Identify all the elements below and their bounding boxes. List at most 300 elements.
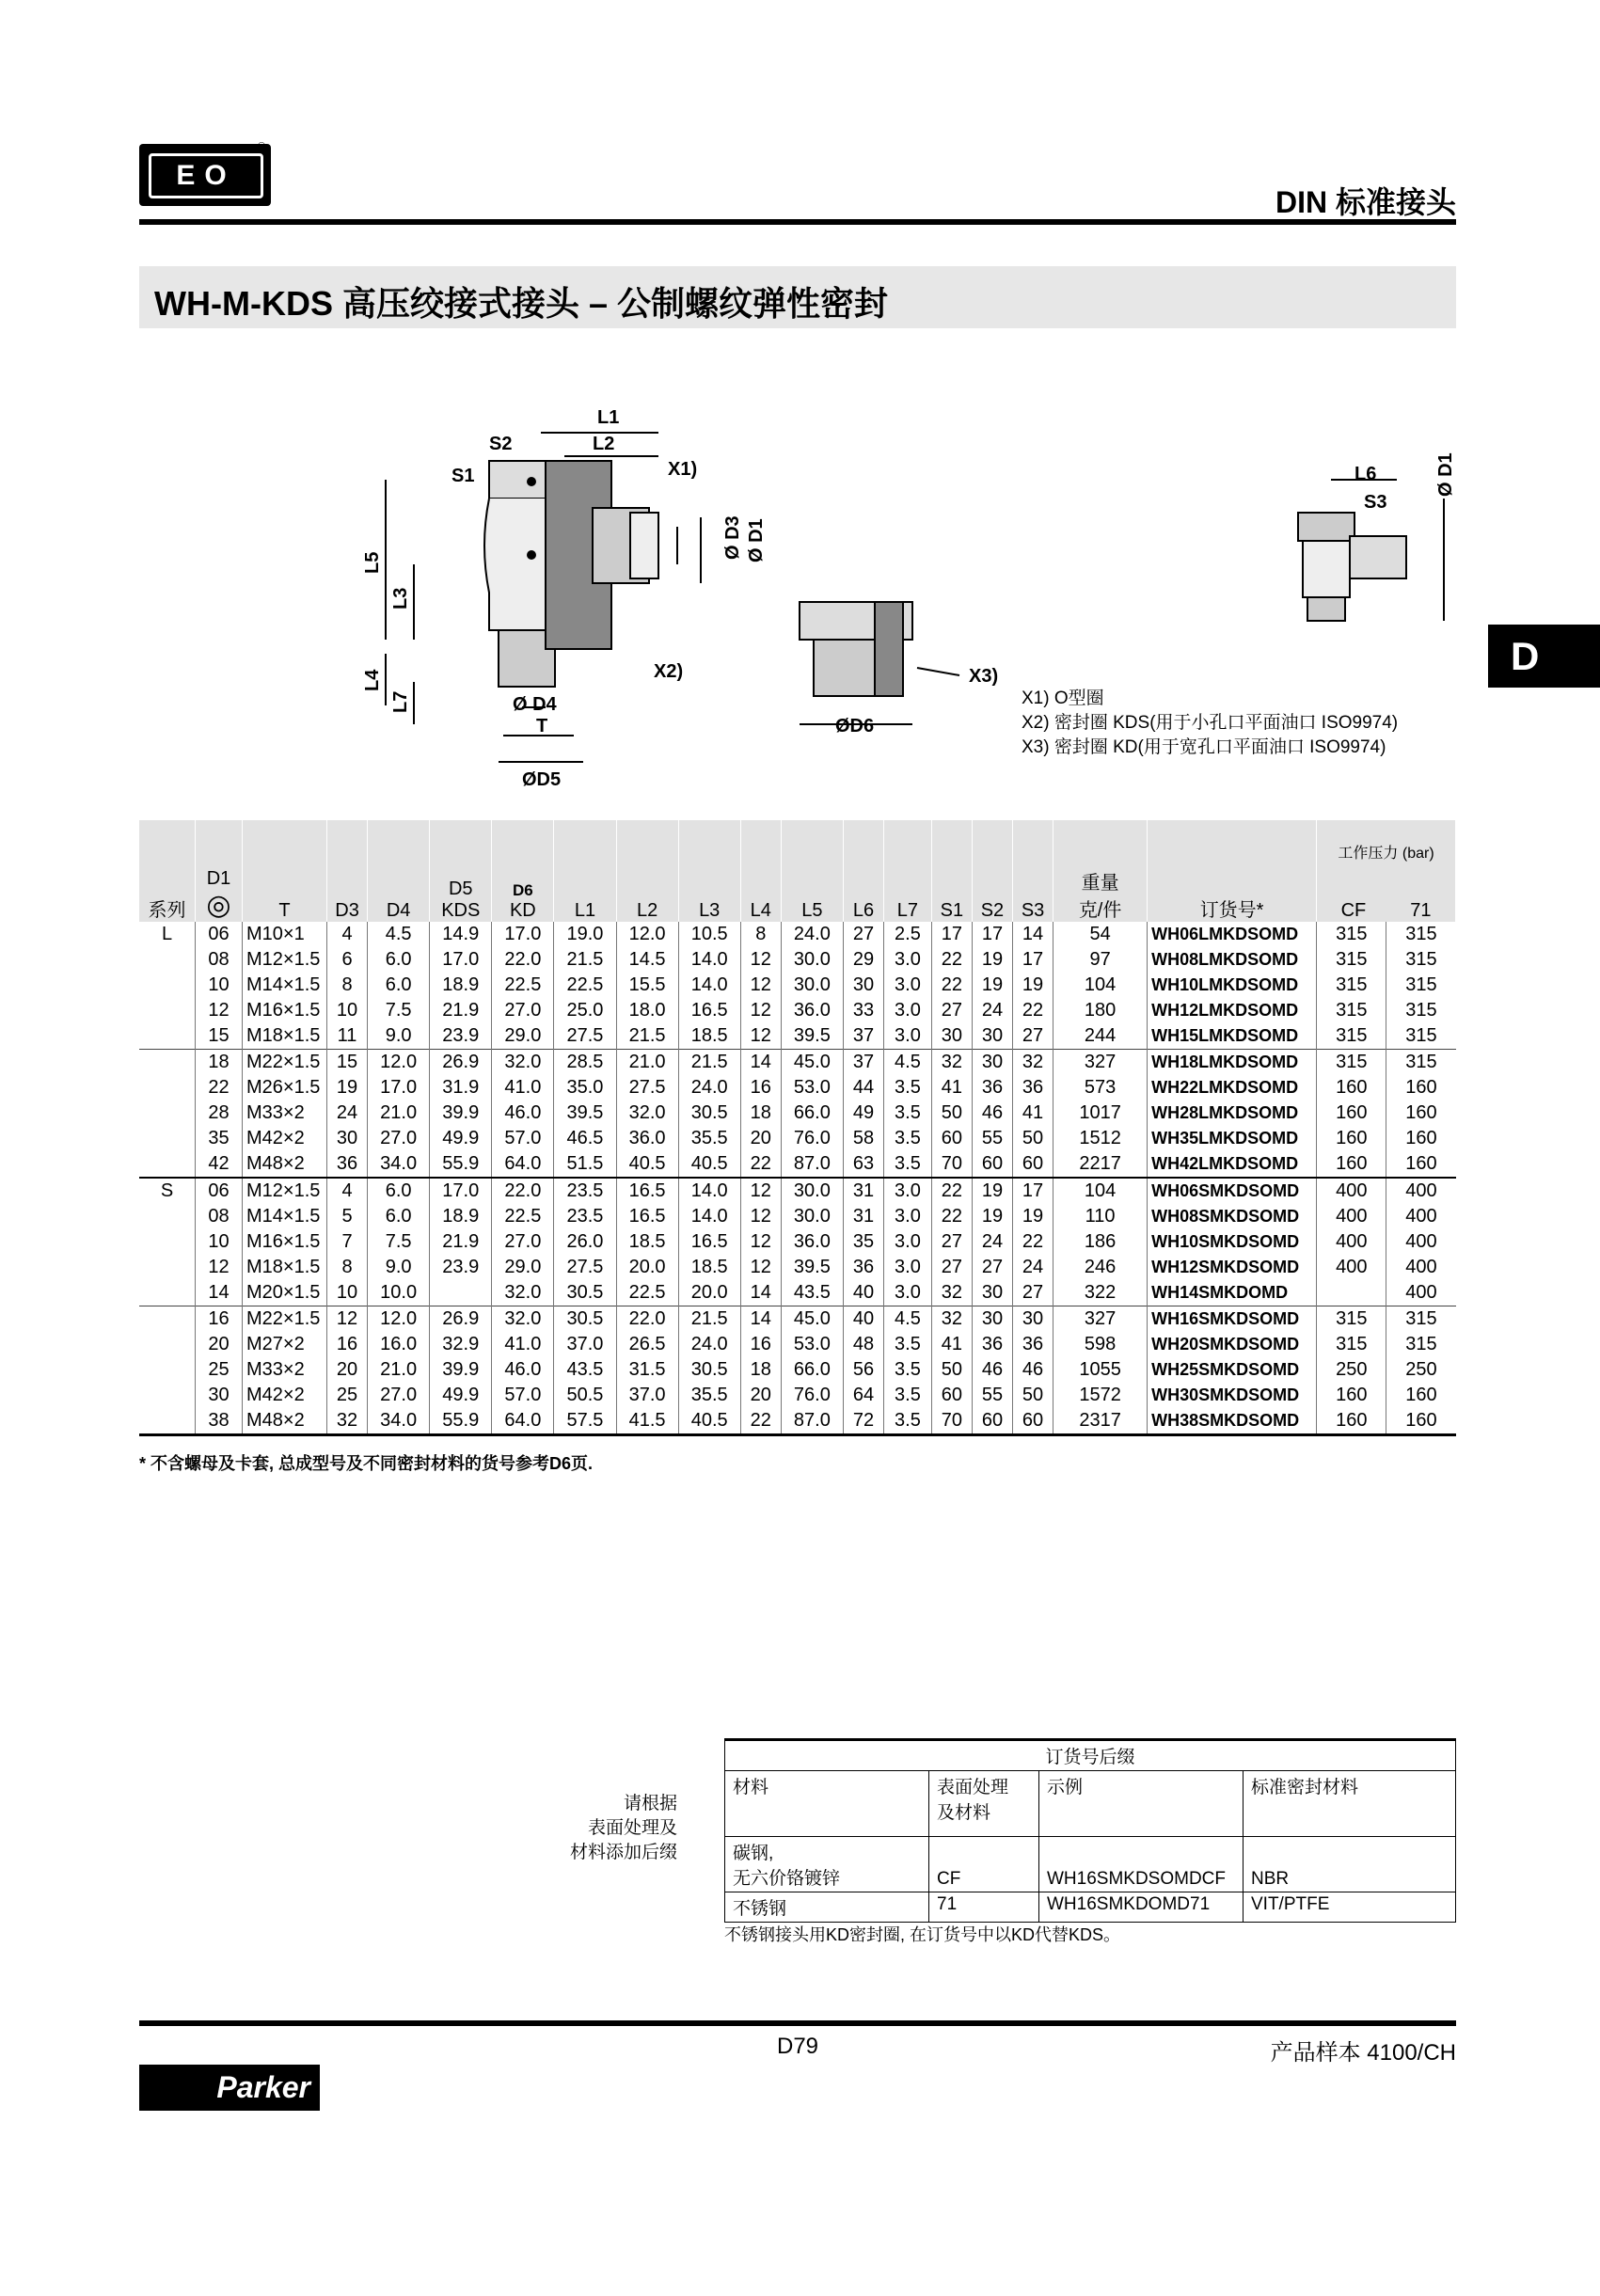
- table-cell: 110: [1053, 1204, 1148, 1229]
- table-cell: 315: [1317, 947, 1386, 973]
- table-cell: 18.5: [678, 1023, 740, 1050]
- suffix-h-material: 材料: [725, 1771, 929, 1837]
- svg-text:L4: L4: [362, 669, 383, 691]
- suffix-cell: CF: [929, 1837, 1039, 1892]
- table-row: [139, 1050, 1456, 1076]
- svg-text:Ø D1: Ø D1: [746, 518, 767, 562]
- table-cell: 33: [843, 998, 883, 1023]
- table-cell: 14.0: [678, 1178, 740, 1204]
- table-cell: 15: [327, 1050, 368, 1076]
- table-cell: 27: [972, 1255, 1012, 1280]
- table-cell: [139, 1229, 196, 1255]
- table-cell: 35.0: [554, 1075, 616, 1100]
- table-cell: 35.5: [678, 1126, 740, 1151]
- table-cell: M14×1.5: [243, 973, 327, 998]
- table-cell: 104: [1053, 1178, 1148, 1204]
- table-cell: 315: [1386, 998, 1456, 1023]
- table-cell: 3.0: [884, 1280, 932, 1306]
- svg-text:L6: L6: [1354, 464, 1377, 484]
- table-cell: M22×1.5: [243, 1050, 327, 1076]
- table-cell: 12.0: [616, 922, 678, 947]
- table-cell: 400: [1386, 1255, 1456, 1280]
- table-row: [139, 922, 1456, 947]
- table-cell: 87.0: [781, 1408, 843, 1435]
- table-cell: 315: [1317, 922, 1386, 947]
- table-cell: 18.9: [430, 973, 492, 998]
- table-row: [139, 947, 1456, 973]
- table-cell: 36: [843, 1255, 883, 1280]
- table-cell: 160: [1386, 1075, 1456, 1100]
- table-cell: 16.0: [368, 1332, 430, 1357]
- table-cell: 46: [972, 1100, 1012, 1126]
- table-cell: 315: [1386, 973, 1456, 998]
- table-cell: 27.0: [492, 1229, 554, 1255]
- table-cell: 32: [931, 1050, 972, 1076]
- table-row: [139, 1280, 1456, 1306]
- table-cell: M20×1.5: [243, 1280, 327, 1306]
- table-cell: 315: [1386, 1050, 1456, 1076]
- table-cell: 45.0: [781, 1306, 843, 1333]
- page-title: WH-M-KDS 高压绞接式接头 – 公制螺纹弹性密封: [154, 284, 888, 323]
- table-cell: 12: [327, 1306, 368, 1333]
- table-cell: [139, 1383, 196, 1408]
- table-cell: [139, 973, 196, 998]
- table-cell: 50: [931, 1100, 972, 1126]
- table-cell: 10.5: [678, 922, 740, 947]
- col-d4: D4: [368, 820, 430, 922]
- table-row: [139, 1204, 1456, 1229]
- table-cell: 30: [1013, 1306, 1053, 1333]
- table-cell: WH42LMKDSOMD: [1148, 1151, 1317, 1178]
- table-cell: 37.0: [554, 1332, 616, 1357]
- table-cell: 22: [1013, 1229, 1053, 1255]
- table-cell: 64: [843, 1383, 883, 1408]
- table-cell: [139, 998, 196, 1023]
- table-cell: 31.9: [430, 1075, 492, 1100]
- table-cell: 12: [740, 1023, 781, 1050]
- table-cell: M33×2: [243, 1357, 327, 1383]
- table-cell: 19: [1013, 973, 1053, 998]
- table-cell: 27: [931, 1229, 972, 1255]
- table-cell: WH12LMKDSOMD: [1148, 998, 1317, 1023]
- table-cell: 24: [972, 1229, 1012, 1255]
- table-cell: WH16SMKDSOMD: [1148, 1306, 1317, 1333]
- seal-legend: [1022, 687, 1398, 760]
- table-cell: 22: [740, 1408, 781, 1435]
- table-cell: 22: [931, 947, 972, 973]
- table-cell: M18×1.5: [243, 1023, 327, 1050]
- title-band: [139, 266, 1456, 328]
- eo-logo: EO: [139, 144, 271, 206]
- table-cell: 21.5: [678, 1306, 740, 1333]
- table-cell: 36: [972, 1332, 1012, 1357]
- table-cell: 22.0: [492, 1178, 554, 1204]
- table-cell: 14.9: [430, 922, 492, 947]
- table-cell: 30.5: [554, 1280, 616, 1306]
- suffix-cell: VIT/PTFE: [1244, 1892, 1456, 1923]
- table-cell: 160: [1317, 1408, 1386, 1435]
- table-cell: WH14SMKDOMD: [1148, 1280, 1317, 1306]
- table-cell: 20: [740, 1383, 781, 1408]
- table-cell: 37: [843, 1023, 883, 1050]
- table-cell: 30: [972, 1023, 1012, 1050]
- table-cell: 6.0: [368, 1178, 430, 1204]
- table-cell: 18: [740, 1357, 781, 1383]
- table-cell: 27: [843, 922, 883, 947]
- table-cell: 3.0: [884, 1255, 932, 1280]
- table-cell: 32.0: [492, 1050, 554, 1076]
- table-cell: 60: [931, 1383, 972, 1408]
- svg-text:ØD5: ØD5: [522, 769, 562, 790]
- suffix-cell: WH16SMKDSOMDCF: [1039, 1837, 1244, 1892]
- table-cell: 22: [740, 1151, 781, 1178]
- table-cell: 21.5: [554, 947, 616, 973]
- table-cell: 36: [1013, 1332, 1053, 1357]
- table-cell: 7: [327, 1229, 368, 1255]
- table-cell: M10×1: [243, 922, 327, 947]
- table-cell: 2217: [1053, 1151, 1148, 1178]
- table-cell: 12: [740, 1255, 781, 1280]
- table-cell: 29.0: [492, 1255, 554, 1280]
- table-cell: 08: [196, 1204, 243, 1229]
- table-cell: 12: [196, 1255, 243, 1280]
- legend-x1: X1) O型圈: [1022, 689, 1104, 708]
- table-cell: 24: [1013, 1255, 1053, 1280]
- svg-text:S3: S3: [1364, 492, 1387, 513]
- table-row: [139, 1100, 1456, 1126]
- table-cell: 60: [972, 1408, 1012, 1435]
- table-cell: M26×1.5: [243, 1075, 327, 1100]
- table-cell: L: [161, 924, 173, 944]
- table-cell: 16: [740, 1075, 781, 1100]
- table-cell: 14.5: [616, 947, 678, 973]
- table-cell: 35: [843, 1229, 883, 1255]
- table-cell: 12: [740, 1229, 781, 1255]
- table-cell: 16: [740, 1332, 781, 1357]
- table-cell: 160: [1386, 1151, 1456, 1178]
- table-cell: 41: [931, 1332, 972, 1357]
- table-cell: 6.0: [368, 973, 430, 998]
- table-cell: 17.0: [430, 947, 492, 973]
- table-cell: S: [139, 1178, 196, 1204]
- legend-x2: X2) 密封圈 KDS(用于小孔口平面油口 ISO9974): [1022, 713, 1399, 733]
- table-cell: 400: [1386, 1280, 1456, 1306]
- table-cell: 6: [327, 947, 368, 973]
- table-cell: 18: [740, 1100, 781, 1126]
- table-cell: 5: [327, 1204, 368, 1229]
- suffix-caption: 订货号后缀: [725, 1740, 1456, 1771]
- thread-symbol-icon: ◎: [206, 890, 231, 921]
- table-cell: 180: [1053, 998, 1148, 1023]
- table-cell: 60: [1013, 1408, 1053, 1435]
- table-cell: 315: [1317, 1023, 1386, 1050]
- table-cell: WH18LMKDSOMD: [1148, 1050, 1317, 1076]
- section-tab: D: [1488, 625, 1600, 688]
- table-cell: 43.5: [554, 1357, 616, 1383]
- table-cell: M22×1.5: [243, 1306, 327, 1333]
- table-cell: 45.0: [781, 1050, 843, 1076]
- table-cell: WH15LMKDSOMD: [1148, 1023, 1317, 1050]
- table-cell: 58: [843, 1126, 883, 1151]
- table-cell: 50.5: [554, 1383, 616, 1408]
- table-cell: 54: [1053, 922, 1148, 947]
- table-row: [139, 1178, 1456, 1204]
- table-cell: 28: [196, 1100, 243, 1126]
- table-cell: 27.5: [554, 1023, 616, 1050]
- table-cell: [139, 1255, 196, 1280]
- table-cell: 36.0: [781, 1229, 843, 1255]
- table-cell: 160: [1386, 1100, 1456, 1126]
- table-cell: 7.5: [368, 998, 430, 1023]
- suffix-cell: 不锈钢: [725, 1892, 929, 1923]
- table-cell: 60: [1013, 1151, 1053, 1178]
- table-cell: 72: [843, 1408, 883, 1435]
- table-cell: 160: [1386, 1408, 1456, 1435]
- table-cell: 27.0: [368, 1383, 430, 1408]
- table-cell: 29.0: [492, 1023, 554, 1050]
- col-l7: L7: [884, 820, 932, 922]
- table-cell: WH08LMKDSOMD: [1148, 947, 1317, 973]
- table-row: [139, 1332, 1456, 1357]
- table-row: [139, 1306, 1456, 1333]
- table-cell: 63: [843, 1151, 883, 1178]
- table-cell: 26.5: [616, 1332, 678, 1357]
- table-cell: 14.0: [678, 1204, 740, 1229]
- table-cell: [139, 1126, 196, 1151]
- table-cell: 19: [327, 1075, 368, 1100]
- suffix-cell: NBR: [1244, 1837, 1456, 1892]
- table-cell: 10.0: [368, 1280, 430, 1306]
- table-cell: M18×1.5: [243, 1255, 327, 1280]
- table-cell: 30.5: [678, 1357, 740, 1383]
- table-cell: 30.0: [781, 973, 843, 998]
- table-cell: 17: [1013, 947, 1053, 973]
- table-row: [139, 998, 1456, 1023]
- table-cell: 55.9: [430, 1151, 492, 1178]
- table-cell: 49: [843, 1100, 883, 1126]
- table-cell: 12: [740, 973, 781, 998]
- table-cell: 3.0: [884, 973, 932, 998]
- table-row: [139, 1357, 1456, 1383]
- col-order-number: 订货号*: [1148, 820, 1317, 922]
- svg-text:X1): X1): [668, 459, 698, 480]
- table-cell: M48×2: [243, 1408, 327, 1435]
- footer-rule: [139, 2020, 1456, 2026]
- table-cell: 2317: [1053, 1408, 1148, 1435]
- table-cell: 18.5: [616, 1229, 678, 1255]
- table-cell: 19: [1013, 1204, 1053, 1229]
- table-cell: 50: [1013, 1383, 1053, 1408]
- col-l3: L3: [678, 820, 740, 922]
- table-cell: [139, 1357, 196, 1383]
- table-cell: 17: [931, 922, 972, 947]
- suffix-h-surface: 表面处理 及材料: [929, 1771, 1039, 1837]
- col-d1: D1 ◎: [196, 820, 243, 922]
- table-cell: 21.5: [678, 1050, 740, 1076]
- table-cell: M12×1.5: [243, 1178, 327, 1204]
- table-cell: 20.0: [678, 1280, 740, 1306]
- footnote: * 不含螺母及卡套, 总成型号及不同密封材料的货号参考D6页.: [139, 1454, 594, 1473]
- table-cell: 24.0: [678, 1332, 740, 1357]
- table-cell: 3.5: [884, 1357, 932, 1383]
- table-cell: 30.5: [678, 1100, 740, 1126]
- table-cell: 6.0: [368, 947, 430, 973]
- table-cell: 25.0: [554, 998, 616, 1023]
- table-cell: 10: [327, 1280, 368, 1306]
- table-cell: 22: [196, 1075, 243, 1100]
- table-cell: [139, 1280, 196, 1306]
- table-cell: 4: [327, 1178, 368, 1204]
- table-cell: 400: [1386, 1204, 1456, 1229]
- col-d6: D6 KD: [492, 820, 554, 922]
- col-pressure: 工作压力 (bar) CF 71: [1317, 820, 1456, 922]
- svg-text:Ø D3: Ø D3: [722, 515, 743, 560]
- parker-logo: Parker: [139, 2065, 320, 2111]
- table-row: [139, 1023, 1456, 1050]
- table-cell: 30: [931, 1023, 972, 1050]
- table-cell: [139, 1306, 196, 1333]
- table-cell: 24: [972, 998, 1012, 1023]
- table-cell: WH08SMKDSOMD: [1148, 1204, 1317, 1229]
- table-cell: 8: [327, 1255, 368, 1280]
- col-s3: S3: [1013, 820, 1053, 922]
- table-cell: 3.5: [884, 1151, 932, 1178]
- table-cell: 36.0: [781, 998, 843, 1023]
- table-cell: 22: [931, 973, 972, 998]
- table-row: [139, 1255, 1456, 1280]
- table-cell: 315: [1386, 1332, 1456, 1357]
- table-cell: 3.5: [884, 1126, 932, 1151]
- table-cell: 34.0: [368, 1151, 430, 1178]
- table-cell: 23.9: [430, 1023, 492, 1050]
- table-cell: 40.5: [678, 1151, 740, 1178]
- table-cell: 76.0: [781, 1383, 843, 1408]
- table-cell: 104: [1053, 973, 1148, 998]
- table-cell: 250: [1317, 1357, 1386, 1383]
- table-cell: 39.5: [554, 1100, 616, 1126]
- table-cell: 244: [1053, 1023, 1148, 1050]
- table-cell: 27.5: [554, 1255, 616, 1280]
- table-cell: WH10LMKDSOMD: [1148, 973, 1317, 998]
- table-cell: 400: [1386, 1178, 1456, 1204]
- table-cell: 246: [1053, 1255, 1148, 1280]
- table-cell: 44: [843, 1075, 883, 1100]
- table-cell: 23.5: [554, 1204, 616, 1229]
- table-cell: 35: [196, 1126, 243, 1151]
- table-cell: M16×1.5: [243, 998, 327, 1023]
- fitting-side-drawing: [1293, 452, 1463, 630]
- table-cell: 18.5: [678, 1255, 740, 1280]
- table-cell: 19: [972, 1204, 1012, 1229]
- table-cell: 27.0: [492, 998, 554, 1023]
- table-cell: 12: [740, 1204, 781, 1229]
- table-cell: 598: [1053, 1332, 1148, 1357]
- table-cell: 49.9: [430, 1126, 492, 1151]
- table-cell: 20: [740, 1126, 781, 1151]
- table-row: [139, 973, 1456, 998]
- table-cell: 32: [931, 1280, 972, 1306]
- table-cell: 315: [1317, 1050, 1386, 1076]
- table-cell: 3.0: [884, 1229, 932, 1255]
- table-cell: WH25SMKDSOMD: [1148, 1357, 1317, 1383]
- table-cell: 315: [1386, 922, 1456, 947]
- table-cell: 12: [740, 998, 781, 1023]
- table-cell: 250: [1386, 1357, 1456, 1383]
- table-cell: 60: [931, 1126, 972, 1151]
- table-cell: 21.9: [430, 998, 492, 1023]
- table-cell: 315: [1386, 1023, 1456, 1050]
- table-cell: 32.0: [492, 1280, 554, 1306]
- fitting-main-drawing: [357, 404, 767, 790]
- table-cell: 400: [1317, 1204, 1386, 1229]
- table-cell: 38: [196, 1408, 243, 1435]
- table-cell: 4.5: [368, 922, 430, 947]
- table-cell: 3.0: [884, 947, 932, 973]
- table-cell: 12: [196, 998, 243, 1023]
- table-cell: 160: [1317, 1383, 1386, 1408]
- table-cell: 37.0: [616, 1383, 678, 1408]
- table-cell: WH28LMKDSOMD: [1148, 1100, 1317, 1126]
- table-cell: 26.9: [430, 1050, 492, 1076]
- table-cell: 39.5: [781, 1023, 843, 1050]
- table-cell: 24: [327, 1100, 368, 1126]
- table-cell: 30: [972, 1306, 1012, 1333]
- table-cell: 49.9: [430, 1383, 492, 1408]
- table-cell: 20: [327, 1357, 368, 1383]
- table-cell: 17: [972, 922, 1012, 947]
- table-cell: 8: [327, 973, 368, 998]
- table-cell: 42: [196, 1151, 243, 1178]
- table-cell: M14×1.5: [243, 1204, 327, 1229]
- col-l6: L6: [843, 820, 883, 922]
- table-cell: 28.5: [554, 1050, 616, 1076]
- table-cell: 41.5: [616, 1408, 678, 1435]
- col-s2: S2: [972, 820, 1012, 922]
- table-cell: 16.5: [678, 998, 740, 1023]
- table-cell: 2.5: [884, 922, 932, 947]
- table-cell: 66.0: [781, 1100, 843, 1126]
- table-cell: 25: [196, 1357, 243, 1383]
- table-cell: M48×2: [243, 1151, 327, 1178]
- table-cell: 56: [843, 1357, 883, 1383]
- table-cell: 3.0: [884, 1204, 932, 1229]
- table-cell: 97: [1053, 947, 1148, 973]
- table-cell: 160: [1386, 1126, 1456, 1151]
- table-cell: 32: [327, 1408, 368, 1435]
- table-cell: WH20SMKDSOMD: [1148, 1332, 1317, 1357]
- svg-text:ØD6: ØD6: [835, 716, 875, 736]
- table-cell: 41: [931, 1075, 972, 1100]
- table-cell: 27.5: [616, 1075, 678, 1100]
- table-cell: 3.0: [884, 1178, 932, 1204]
- table-row: [139, 1151, 1456, 1178]
- table-cell: [139, 1151, 196, 1178]
- table-cell: 46.5: [554, 1126, 616, 1151]
- table-cell: 46.0: [492, 1100, 554, 1126]
- table-cell: 23.9: [430, 1255, 492, 1280]
- table-cell: 1572: [1053, 1383, 1148, 1408]
- table-row: [139, 1383, 1456, 1408]
- table-row: [139, 1126, 1456, 1151]
- table-cell: 55: [972, 1126, 1012, 1151]
- table-cell: 21.9: [430, 1229, 492, 1255]
- table-cell: 14: [196, 1280, 243, 1306]
- table-cell: 22.5: [492, 973, 554, 998]
- table-cell: 12.0: [368, 1306, 430, 1333]
- table-cell: [139, 1408, 196, 1435]
- table-cell: 24.0: [678, 1075, 740, 1100]
- dimension-table: [139, 820, 1456, 1436]
